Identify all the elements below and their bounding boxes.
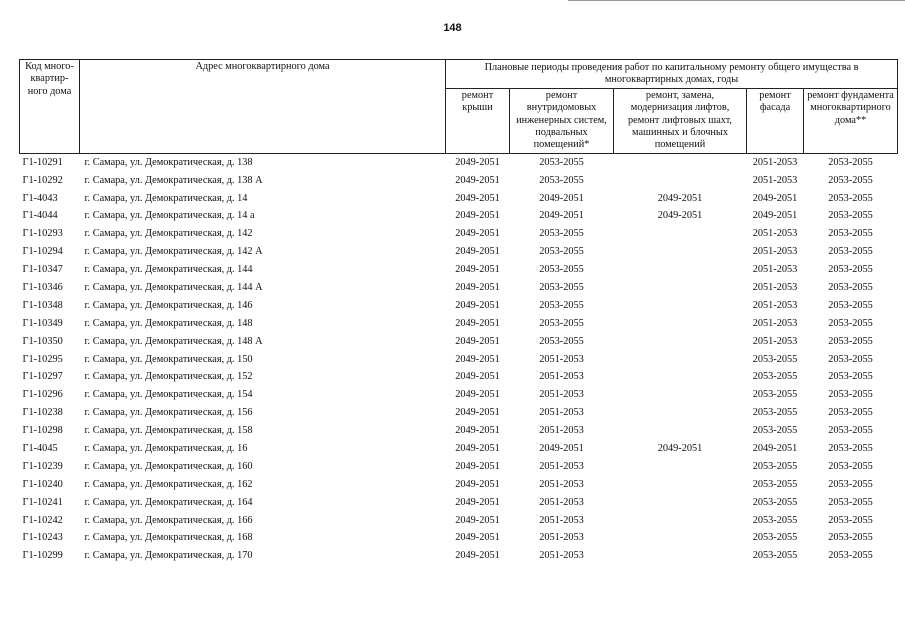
cell-systems: 2051-2053: [539, 550, 584, 562]
table-row: [20, 261, 898, 279]
cell-lifts: [614, 404, 747, 422]
cell-roof: 2049-2051: [455, 371, 500, 383]
cell-foundation: 2053-2055: [828, 264, 873, 276]
cell-lifts: [614, 476, 747, 494]
cell-code: Г1-10293: [22, 228, 63, 240]
cell-lifts: [614, 547, 747, 565]
cell-facade: 2053-2055: [752, 550, 798, 562]
header-systems: ремонт внутридомовых инженерных систем, подвальных помещений*: [510, 88, 614, 153]
cell-foundation: 2053-2055: [828, 353, 873, 365]
cell-address: г. Самара, ул. Демократическая, д. 16: [84, 443, 248, 455]
cell-lifts: [614, 225, 747, 243]
cell-foundation: 2053-2055: [828, 299, 873, 311]
table-row: [20, 422, 898, 440]
cell-address: г. Самара, ул. Демократическая, д. 170: [84, 550, 253, 562]
table-row: [20, 172, 898, 190]
cell-lifts: [614, 494, 747, 512]
cell-lifts: [614, 333, 747, 351]
cell-code: Г1-10241: [22, 496, 63, 508]
cell-roof: 2049-2051: [455, 425, 500, 437]
table-row: [20, 440, 898, 458]
header-roof: ремонт крыши: [446, 88, 510, 153]
cell-foundation: 2053-2055: [828, 317, 873, 329]
header-lifts: ремонт, замена, модернизация лифтов, ремонт лифтовых шахт, машинных и блочных помещений: [614, 88, 747, 153]
cell-lifts: 2049-2051: [657, 443, 703, 455]
table-row: [20, 279, 898, 297]
cell-address: г. Самара, ул. Демократическая, д. 148: [84, 317, 253, 329]
cell-lifts: 2049-2051: [657, 210, 703, 222]
header-address: Адрес многоквартирного дома: [80, 60, 446, 154]
cell-foundation: 2053-2055: [828, 550, 873, 562]
cell-systems: 2053-2055: [539, 282, 584, 294]
cell-systems: 2051-2053: [539, 496, 584, 508]
cell-systems: 2053-2055: [539, 228, 584, 240]
cell-lifts: [614, 315, 747, 333]
cell-address: г. Самара, ул. Демократическая, д. 150: [84, 353, 253, 365]
cell-facade: 2053-2055: [752, 460, 798, 472]
cell-lifts: [614, 297, 747, 315]
cell-systems: 2053-2055: [539, 264, 584, 276]
cell-systems: 2051-2053: [539, 514, 584, 526]
cell-address: г. Самара, ул. Демократическая, д. 166: [84, 514, 253, 526]
table-row: [20, 297, 898, 315]
cell-code: Г1-10291: [22, 156, 63, 168]
cell-roof: 2049-2051: [455, 156, 500, 168]
cell-roof: 2049-2051: [455, 282, 500, 294]
cell-facade: 2049-2051: [752, 192, 798, 204]
cell-systems: 2049-2051: [539, 210, 584, 222]
cell-code: Г1-10292: [22, 174, 63, 186]
cell-facade: 2051-2053: [752, 174, 798, 186]
cell-facade: 2051-2053: [752, 282, 798, 294]
table-row: [20, 208, 898, 226]
cell-code: Г1-10243: [22, 532, 63, 544]
cell-address: г. Самара, ул. Демократическая, д. 160: [84, 460, 253, 472]
cell-facade: 2049-2051: [752, 210, 798, 222]
cell-facade: 2053-2055: [752, 353, 798, 365]
cell-code: Г1-10242: [22, 514, 63, 526]
cell-code: Г1-10294: [22, 246, 63, 258]
table-body: [20, 153, 898, 565]
table-row: [20, 512, 898, 530]
cell-facade: 2053-2055: [752, 532, 798, 544]
table-row: [20, 547, 898, 565]
cell-address: г. Самара, ул. Демократическая, д. 158: [84, 425, 253, 437]
cell-lifts: [614, 512, 747, 530]
cell-systems: 2053-2055: [539, 174, 584, 186]
cell-systems: 2051-2053: [539, 460, 584, 472]
cell-address: г. Самара, ул. Демократическая, д. 164: [84, 496, 253, 508]
table-row: [20, 225, 898, 243]
cell-address: г. Самара, ул. Демократическая, д. 142: [84, 228, 253, 240]
page-number: 148: [443, 22, 462, 34]
cell-lifts: [614, 243, 747, 261]
cell-code: Г1-10238: [22, 407, 63, 419]
cell-lifts: [614, 530, 747, 548]
cell-systems: 2051-2053: [539, 389, 584, 401]
cell-roof: 2049-2051: [455, 514, 500, 526]
table-header: [20, 60, 898, 154]
cell-foundation: 2053-2055: [828, 210, 873, 222]
cell-code: Г1-10347: [22, 264, 63, 276]
cell-foundation: 2053-2055: [828, 425, 873, 437]
header-periods: Плановые периоды проведения работ по капитальному ремонту общего имущества в многоквартирных домах, годы: [446, 60, 898, 89]
header-foundation: ремонт фундамента многоквартирного дома**: [804, 88, 898, 153]
cell-systems: 2053-2055: [539, 335, 584, 347]
cell-facade: 2053-2055: [752, 371, 798, 383]
cell-address: г. Самара, ул. Демократическая, д. 14 а: [84, 210, 255, 222]
cell-lifts: [614, 153, 747, 171]
cell-code: Г1-10349: [22, 317, 63, 329]
cell-foundation: 2053-2055: [828, 478, 873, 490]
table-row: [20, 369, 898, 387]
cell-code: Г1-10296: [22, 389, 63, 401]
cell-foundation: 2053-2055: [828, 532, 873, 544]
cell-code: Г1-10348: [22, 299, 63, 311]
cell-roof: 2049-2051: [455, 496, 500, 508]
cell-facade: 2051-2053: [752, 228, 798, 240]
cell-systems: 2051-2053: [539, 425, 584, 437]
cell-code: Г1-10239: [22, 460, 63, 472]
cell-systems: 2051-2053: [539, 478, 584, 490]
cell-address: г. Самара, ул. Демократическая, д. 142 А: [84, 246, 263, 258]
cell-code: Г1-4043: [22, 192, 58, 204]
cell-roof: 2049-2051: [455, 335, 500, 347]
cell-foundation: 2053-2055: [828, 443, 873, 455]
cell-lifts: [614, 458, 747, 476]
cell-facade: 2051-2053: [752, 156, 798, 168]
cell-facade: 2053-2055: [752, 407, 798, 419]
cell-address: г. Самара, ул. Демократическая, д. 14: [84, 192, 248, 204]
cell-roof: 2049-2051: [455, 353, 500, 365]
cell-foundation: 2053-2055: [828, 246, 873, 258]
cell-lifts: [614, 279, 747, 297]
cell-systems: 2053-2055: [539, 317, 584, 329]
cell-address: г. Самара, ул. Демократическая, д. 144: [84, 264, 253, 276]
cell-lifts: 2049-2051: [657, 192, 703, 204]
cell-address: г. Самара, ул. Демократическая, д. 168: [84, 532, 253, 544]
cell-lifts: [614, 351, 747, 369]
cell-roof: 2049-2051: [455, 192, 500, 204]
cell-code: Г1-10350: [22, 335, 63, 347]
cell-facade: 2051-2053: [752, 246, 798, 258]
table-row: [20, 351, 898, 369]
cell-lifts: [614, 172, 747, 190]
cell-foundation: 2053-2055: [828, 407, 873, 419]
cell-roof: 2049-2051: [455, 460, 500, 472]
cell-systems: 2049-2051: [539, 192, 584, 204]
cell-code: Г1-10297: [22, 371, 63, 383]
table-row: [20, 494, 898, 512]
cell-systems: 2051-2053: [539, 371, 584, 383]
cell-address: г. Самара, ул. Демократическая, д. 162: [84, 478, 253, 490]
cell-facade: 2049-2051: [752, 443, 798, 455]
table-row: [20, 153, 898, 171]
cell-address: г. Самара, ул. Демократическая, д. 152: [84, 371, 253, 383]
table-row: [20, 315, 898, 333]
cell-facade: 2053-2055: [752, 496, 798, 508]
cell-roof: 2049-2051: [455, 550, 500, 562]
cell-roof: 2049-2051: [455, 443, 500, 455]
cell-foundation: 2053-2055: [828, 460, 873, 472]
cell-roof: 2049-2051: [455, 532, 500, 544]
cell-roof: 2049-2051: [455, 246, 500, 258]
cell-facade: 2053-2055: [752, 425, 798, 437]
cell-systems: 2053-2055: [539, 299, 584, 311]
table-row: [20, 190, 898, 208]
cell-facade: 2051-2053: [752, 317, 798, 329]
cell-address: г. Самара, ул. Демократическая, д. 156: [84, 407, 253, 419]
cell-foundation: 2053-2055: [828, 335, 873, 347]
top-rule: [568, 0, 905, 1]
cell-address: г. Самара, ул. Демократическая, д. 144 А: [84, 282, 263, 294]
cell-code: Г1-10298: [22, 425, 63, 437]
cell-foundation: 2053-2055: [828, 156, 873, 168]
table-row: [20, 476, 898, 494]
cell-foundation: 2053-2055: [828, 228, 873, 240]
cell-facade: 2051-2053: [752, 299, 798, 311]
cell-address: г. Самара, ул. Демократическая, д. 146: [84, 299, 253, 311]
cell-code: Г1-10295: [22, 353, 63, 365]
cell-code: Г1-10299: [22, 550, 63, 562]
table-row: [20, 333, 898, 351]
table-row: [20, 458, 898, 476]
cell-code: Г1-4045: [22, 443, 58, 455]
cell-code: Г1-10240: [22, 478, 63, 490]
cell-foundation: 2053-2055: [828, 192, 873, 204]
cell-code: Г1-4044: [22, 210, 58, 222]
cell-foundation: 2053-2055: [828, 174, 873, 186]
cell-systems: 2053-2055: [539, 246, 584, 258]
cell-systems: 2049-2051: [539, 443, 584, 455]
table-row: [20, 386, 898, 404]
cell-roof: 2049-2051: [455, 407, 500, 419]
cell-lifts: [614, 261, 747, 279]
cell-roof: 2049-2051: [455, 210, 500, 222]
cell-lifts: [614, 422, 747, 440]
cell-roof: 2049-2051: [455, 228, 500, 240]
cell-systems: 2051-2053: [539, 532, 584, 544]
cell-code: Г1-10346: [22, 282, 63, 294]
cell-roof: 2049-2051: [455, 264, 500, 276]
cell-roof: 2049-2051: [455, 299, 500, 311]
repair-schedule-table: [19, 59, 898, 565]
cell-address: г. Самара, ул. Демократическая, д. 138 А: [84, 174, 263, 186]
cell-foundation: 2053-2055: [828, 389, 873, 401]
cell-facade: 2051-2053: [752, 335, 798, 347]
header-code: Код много-квартир-ного дома: [20, 60, 80, 154]
cell-systems: 2051-2053: [539, 407, 584, 419]
table-row: [20, 404, 898, 422]
cell-address: г. Самара, ул. Демократическая, д. 148 А: [84, 335, 263, 347]
cell-foundation: 2053-2055: [828, 371, 873, 383]
table-row: [20, 530, 898, 548]
table-row: [20, 243, 898, 261]
cell-roof: 2049-2051: [455, 478, 500, 490]
cell-lifts: [614, 369, 747, 387]
cell-lifts: [614, 386, 747, 404]
cell-facade: 2053-2055: [752, 478, 798, 490]
cell-roof: 2049-2051: [455, 317, 500, 329]
cell-facade: 2051-2053: [752, 264, 798, 276]
cell-facade: 2053-2055: [752, 514, 798, 526]
cell-foundation: 2053-2055: [828, 514, 873, 526]
cell-roof: 2049-2051: [455, 174, 500, 186]
cell-address: г. Самара, ул. Демократическая, д. 138: [84, 156, 253, 168]
cell-systems: 2053-2055: [539, 156, 584, 168]
header-facade: ремонт фасада: [747, 88, 804, 153]
cell-foundation: 2053-2055: [828, 496, 873, 508]
cell-foundation: 2053-2055: [828, 282, 873, 294]
cell-systems: 2051-2053: [539, 353, 584, 365]
cell-address: г. Самара, ул. Демократическая, д. 154: [84, 389, 253, 401]
cell-roof: 2049-2051: [455, 389, 500, 401]
cell-facade: 2053-2055: [752, 389, 798, 401]
